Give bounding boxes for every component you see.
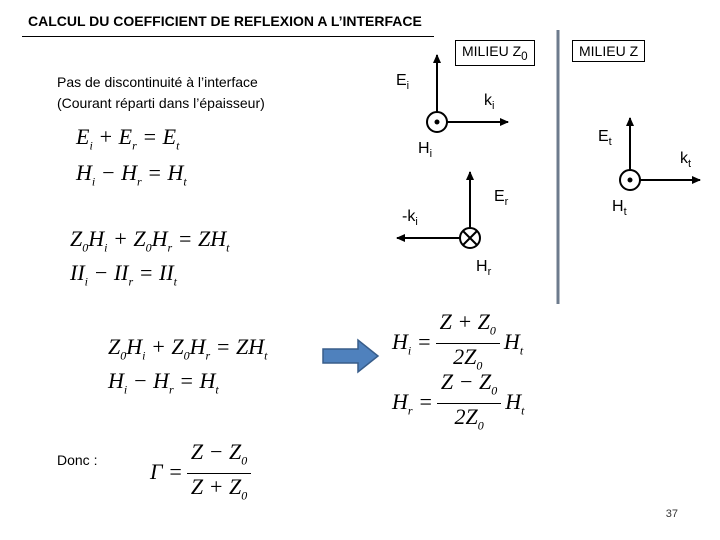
eq-hi-solution: $H_i$ = $\frac{Z + Z_0}{2Z_0}$ $H_t$ bbox=[392, 309, 524, 373]
page-number: 37 bbox=[665, 508, 678, 520]
eq-z-relation: $Z_0H_i + Z_0H_r = ZH_t$ bbox=[70, 226, 230, 255]
label-et: $E_t$ bbox=[598, 128, 612, 149]
label-hi: $H_i$ bbox=[418, 140, 433, 161]
medium-z0-label: MILIEU $Z_0$ bbox=[455, 40, 535, 66]
label-ki: $k_i$ bbox=[484, 92, 495, 113]
eq-system-a: $Z_0H_i + Z_0H_r = ZH_t$ bbox=[108, 334, 268, 363]
slide-title: CALCUL DU COEFFICIENT DE REFLEXION A L’INTERFACE bbox=[28, 13, 422, 29]
eq-hr-solution: $H_r$ = $\frac{Z - Z_0}{2Z_0}$ $H_t$ bbox=[392, 369, 525, 433]
eq-h-continuity: $H_i - H_r = H_t$ bbox=[76, 160, 187, 189]
label-er: $E_r$ bbox=[494, 188, 509, 209]
eq-system-b: $H_i - H_r = H_t$ bbox=[108, 368, 219, 397]
label-kt: $k_t$ bbox=[680, 150, 692, 171]
label-minus-ki: $-k_i$ bbox=[402, 208, 418, 229]
label-ei: $E_i$ bbox=[396, 72, 410, 93]
donc-label: Donc : bbox=[57, 452, 98, 468]
label-hr: $H_r$ bbox=[476, 258, 492, 279]
medium-z-label: MILIEU Z bbox=[572, 40, 645, 62]
label-ht: $H_t$ bbox=[612, 198, 627, 219]
eq-e-continuity: $E_i + E_r = E_t$ bbox=[76, 124, 180, 153]
implication-arrow bbox=[323, 340, 378, 372]
note-line-2: (Courant réparti dans l’épaisseur) bbox=[57, 95, 265, 111]
note-line-1: Pas de discontinuité à l’interface bbox=[57, 74, 258, 90]
eq-gamma: Γ = $\frac{Z - Z_0}{Z + Z_0}$ bbox=[150, 440, 255, 508]
eq-current-relation: $II_i - II_r = II_t$ bbox=[70, 260, 178, 289]
